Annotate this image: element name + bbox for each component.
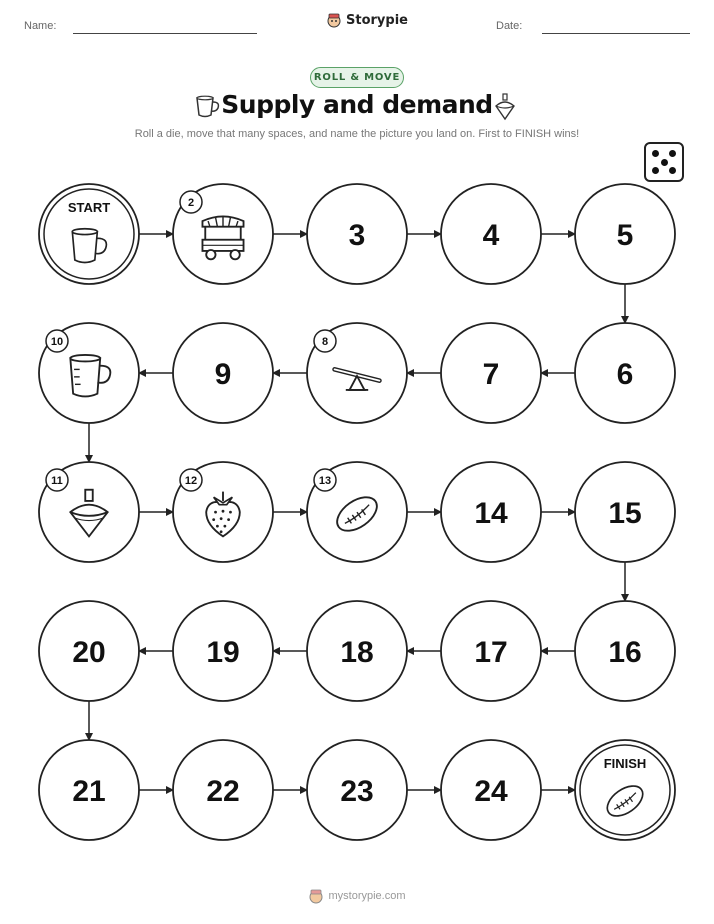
space-number: 16 [608, 636, 642, 669]
page-title: Supply and demand [221, 90, 493, 119]
space-number: 24 [474, 775, 508, 808]
board-space-19 [173, 601, 273, 701]
space-number: 3 [348, 219, 366, 252]
board-space-7 [441, 323, 541, 423]
board-space-17 [441, 601, 541, 701]
space-number: 22 [206, 775, 240, 808]
board-space-16 [575, 601, 675, 701]
board-space-18 [307, 601, 407, 701]
space-number: 2 [187, 197, 195, 209]
board-space-14 [441, 462, 541, 562]
space-number: 19 [206, 636, 240, 669]
space-number: 8 [321, 336, 329, 348]
space-number: 18 [340, 636, 374, 669]
space-number: 21 [72, 775, 106, 808]
board-space-13 [307, 462, 407, 562]
space-number: 20 [72, 636, 106, 669]
board-space-2 [173, 184, 273, 284]
board-space-12 [173, 462, 273, 562]
space-number: 15 [608, 497, 642, 530]
storypie-mascot-icon [308, 888, 324, 904]
board-space-8 [307, 323, 407, 423]
space-number: 6 [616, 358, 634, 391]
board-space-15 [575, 462, 675, 562]
board-space-10 [39, 323, 139, 423]
board-space-23 [307, 740, 407, 840]
brand-name: Storypie [346, 12, 408, 28]
space-number: 5 [616, 219, 634, 252]
date-label: Date: [496, 20, 523, 32]
space-number: 17 [474, 636, 508, 669]
roll-and-move-tag: ROLL & MOVE [310, 67, 404, 88]
space-number: 10 [50, 336, 64, 348]
space-number: 14 [474, 497, 508, 530]
space-number: 4 [482, 219, 500, 252]
instructions: Roll a die, move that many spaces, and name the picture you land on. First to FINISH wins! [134, 128, 580, 140]
board-space-11 [39, 462, 139, 562]
board-space-22 [173, 740, 273, 840]
footer-site: mystorypie.com [328, 890, 406, 902]
space-number: 7 [482, 358, 500, 391]
start-label: START [67, 200, 111, 215]
name-label: Name: [24, 20, 57, 32]
board-space-4 [441, 184, 541, 284]
board-space-6 [575, 323, 675, 423]
space-number: 9 [214, 358, 232, 391]
start-space [39, 184, 139, 284]
board-space-9 [173, 323, 273, 423]
space-number: 13 [318, 475, 332, 487]
board-space-24 [441, 740, 541, 840]
board-space-20 [39, 601, 139, 701]
space-number: 23 [340, 775, 374, 808]
space-number: 11 [51, 475, 63, 487]
board-space-5 [575, 184, 675, 284]
finish-label: FINISH [603, 756, 647, 771]
footer [0, 888, 714, 904]
finish-space [575, 740, 675, 840]
board-space-3 [307, 184, 407, 284]
board-space-21 [39, 740, 139, 840]
space-number: 12 [184, 475, 198, 487]
